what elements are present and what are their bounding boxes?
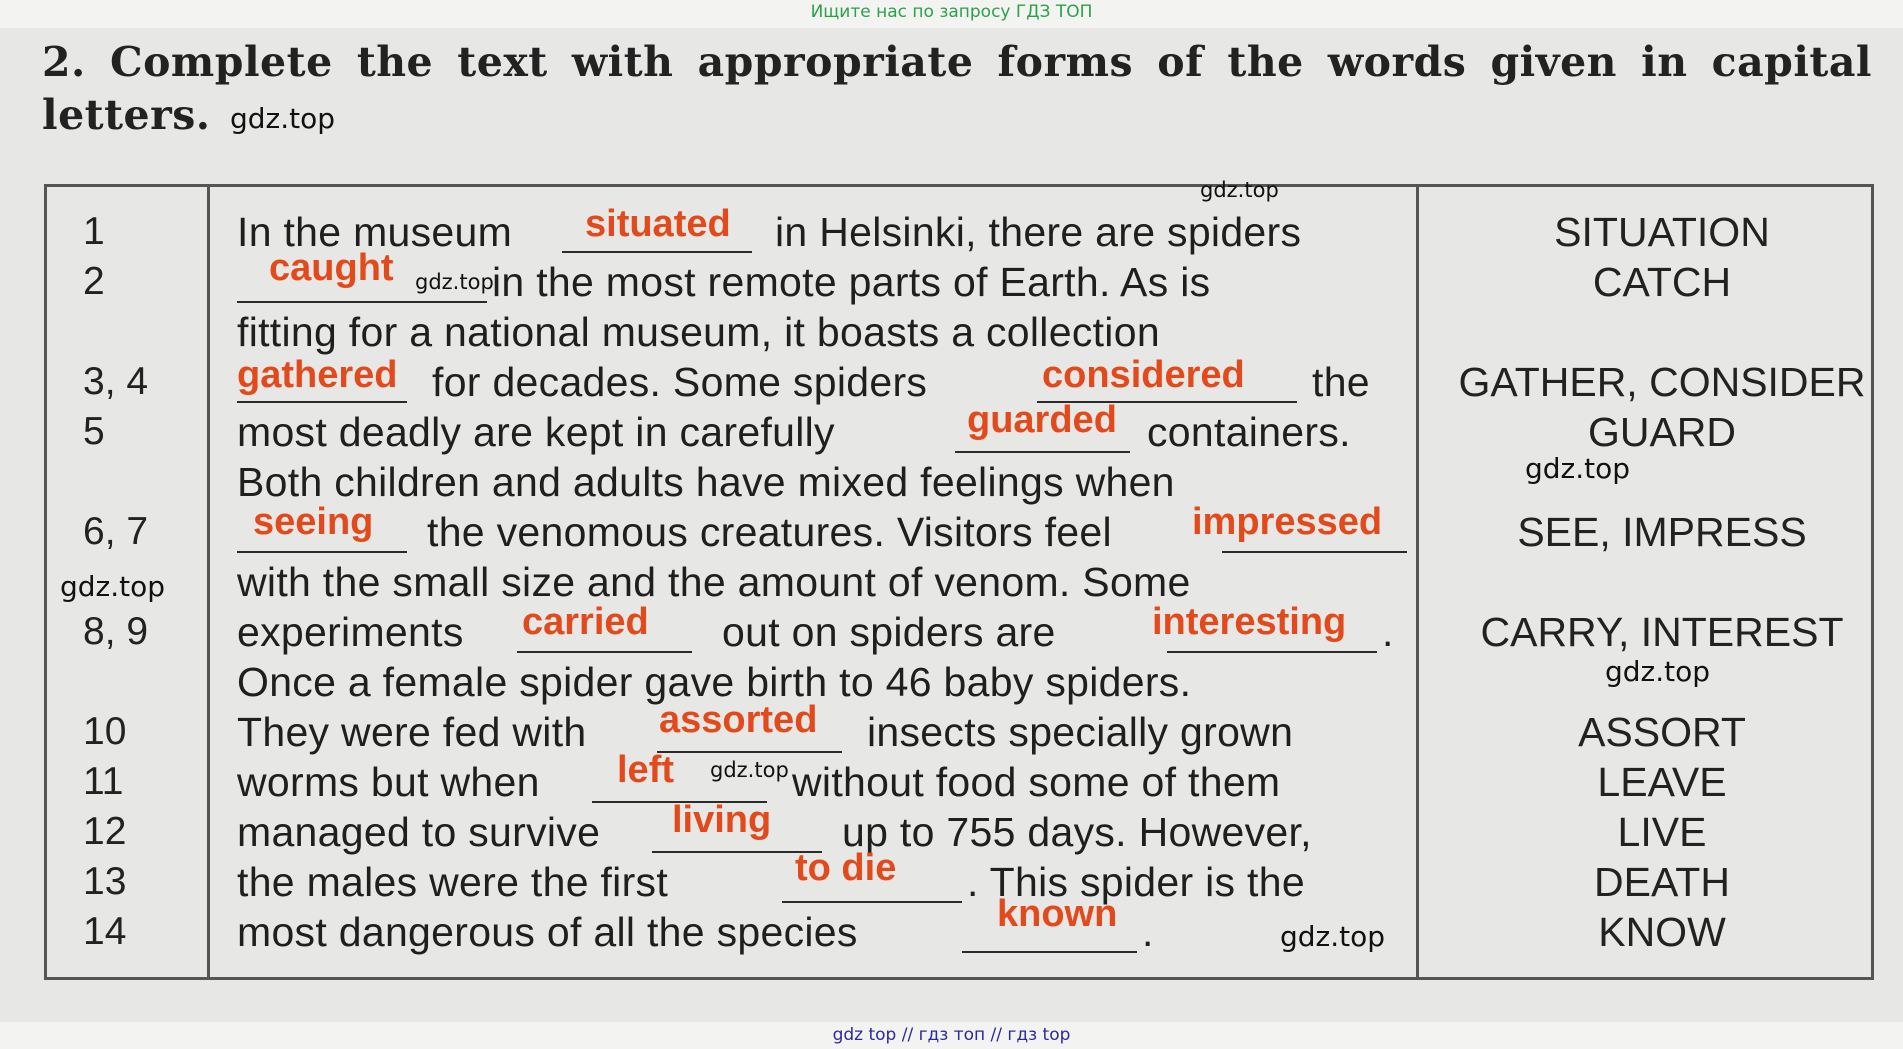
answer-blank [1167, 651, 1377, 653]
row-number: 6, 7 [83, 510, 149, 553]
text-segment: the [1312, 359, 1370, 405]
text-line-3 [237, 307, 1417, 357]
watermark: gdz.top [230, 102, 336, 135]
watermark: gdz.top [1200, 178, 1279, 202]
watermark: gdz.top [1525, 452, 1631, 485]
text-segment: Once a female spider gave birth to 46 baby spiders. [237, 659, 1192, 705]
capital-word: LEAVE [1597, 759, 1727, 805]
text-segment: managed to survive [237, 809, 601, 855]
text-line-10 [237, 657, 1417, 707]
row-number: 3, 4 [83, 360, 149, 403]
text-segment: up to 755 days. However, [842, 809, 1312, 855]
answer-4: considered [1042, 354, 1245, 396]
answer-13: to die [795, 847, 897, 889]
row-number: 11 [83, 760, 124, 803]
row-number: 10 [83, 710, 127, 753]
text-line-5 [237, 407, 1417, 457]
answer-11: left [617, 749, 674, 791]
top-banner[interactable]: Ищите нас по запросу ГДЗ ТОП [0, 0, 1903, 28]
answer-blank [782, 901, 962, 903]
capital-word: CARRY, INTEREST [1480, 609, 1844, 655]
answer-blank [955, 451, 1130, 453]
exercise-table [44, 184, 1874, 980]
column-divider-left [207, 187, 210, 977]
answer-7: impressed [1192, 501, 1383, 543]
answer-blank [237, 401, 407, 403]
capital-word: ASSORT [1578, 709, 1746, 755]
text-segment: Both children and adults have mixed feelings when [237, 459, 1175, 505]
answer-2: caught [269, 247, 394, 289]
answer-blank [237, 301, 487, 303]
answer-blank [1222, 551, 1407, 553]
text-segment: in Helsinki, there are spiders [775, 209, 1302, 255]
text-segment: They were fed with [237, 709, 587, 755]
answer-3: gathered [237, 354, 398, 396]
text-segment: experiments [237, 609, 464, 655]
answer-blank [237, 551, 407, 553]
capital-word: SITUATION [1554, 209, 1770, 255]
text-segment: the venomous creatures. Visitors feel [427, 509, 1112, 555]
watermark: gdz.top [1280, 920, 1386, 953]
text-line-12 [237, 757, 1417, 807]
row-number: 12 [83, 810, 127, 853]
watermark: gdz.top [60, 570, 166, 603]
text-segment: In the museum [237, 209, 513, 255]
text-segment: insects specially grown [867, 709, 1294, 755]
text-segment: . This spider is the [967, 859, 1305, 905]
text-segment: for decades. Some spiders [432, 359, 928, 405]
answer-12: living [672, 799, 772, 841]
capital-word: LIVE [1617, 809, 1707, 855]
text-segment: without food some of them [792, 759, 1281, 805]
capital-word: SEE, IMPRESS [1517, 509, 1807, 555]
text-line-11 [237, 707, 1417, 757]
row-number: 1 [83, 210, 105, 253]
capital-word: GUARD [1587, 409, 1737, 455]
text-segment: containers. [1147, 409, 1351, 455]
answer-10: assorted [659, 699, 818, 741]
text-line-6 [237, 457, 1417, 507]
text-segment: in the most remote parts of Earth. As is [492, 259, 1211, 305]
capital-word: DEATH [1594, 859, 1730, 905]
text-segment: the males were the first [237, 859, 669, 905]
text-segment: most deadly are kept in carefully [237, 409, 835, 455]
capital-word: CATCH [1592, 259, 1732, 305]
answer-blank [657, 751, 842, 753]
text-line-15 [237, 907, 1417, 957]
answer-8: carried [522, 601, 649, 643]
capital-word: KNOW [1598, 909, 1726, 955]
text-line-2 [237, 257, 1417, 307]
text-segment: worms but when [237, 759, 540, 805]
answer-blank [962, 951, 1137, 953]
text-segment: with the small size and the amount of venom. Some [237, 559, 1191, 605]
row-number: 13 [83, 860, 127, 903]
watermark: gdz.top [415, 270, 494, 294]
answer-blank [517, 651, 692, 653]
answer-14: known [997, 893, 1118, 935]
text-segment: . [1382, 609, 1394, 655]
answer-1: situated [585, 203, 731, 245]
text-line-8 [237, 557, 1417, 607]
row-number: 8, 9 [83, 610, 149, 653]
text-segment: . [1142, 909, 1154, 955]
answer-blank [562, 251, 752, 253]
capital-word: GATHER, CONSIDER [1458, 359, 1866, 405]
text-segment: out on spiders are [722, 609, 1056, 655]
watermark: gdz.top [1605, 655, 1711, 688]
text-line-1 [237, 207, 1417, 257]
bottom-banner[interactable]: gdz top // гдз топ // гдз top [0, 1022, 1903, 1049]
answer-6: seeing [253, 501, 374, 543]
answer-5: guarded [967, 399, 1117, 441]
text-segment: most dangerous of all the species [237, 909, 858, 955]
exercise-heading: 2. Complete the text with appropriate forms of the words given in capital letters. [42, 38, 1872, 139]
row-number: 14 [83, 910, 127, 953]
answer-9: interesting [1152, 601, 1347, 643]
row-number: 5 [83, 410, 105, 453]
row-number: 2 [83, 260, 105, 303]
text-segment: fitting for a national museum, it boasts a collection [237, 309, 1160, 355]
watermark: gdz.top [710, 758, 789, 782]
